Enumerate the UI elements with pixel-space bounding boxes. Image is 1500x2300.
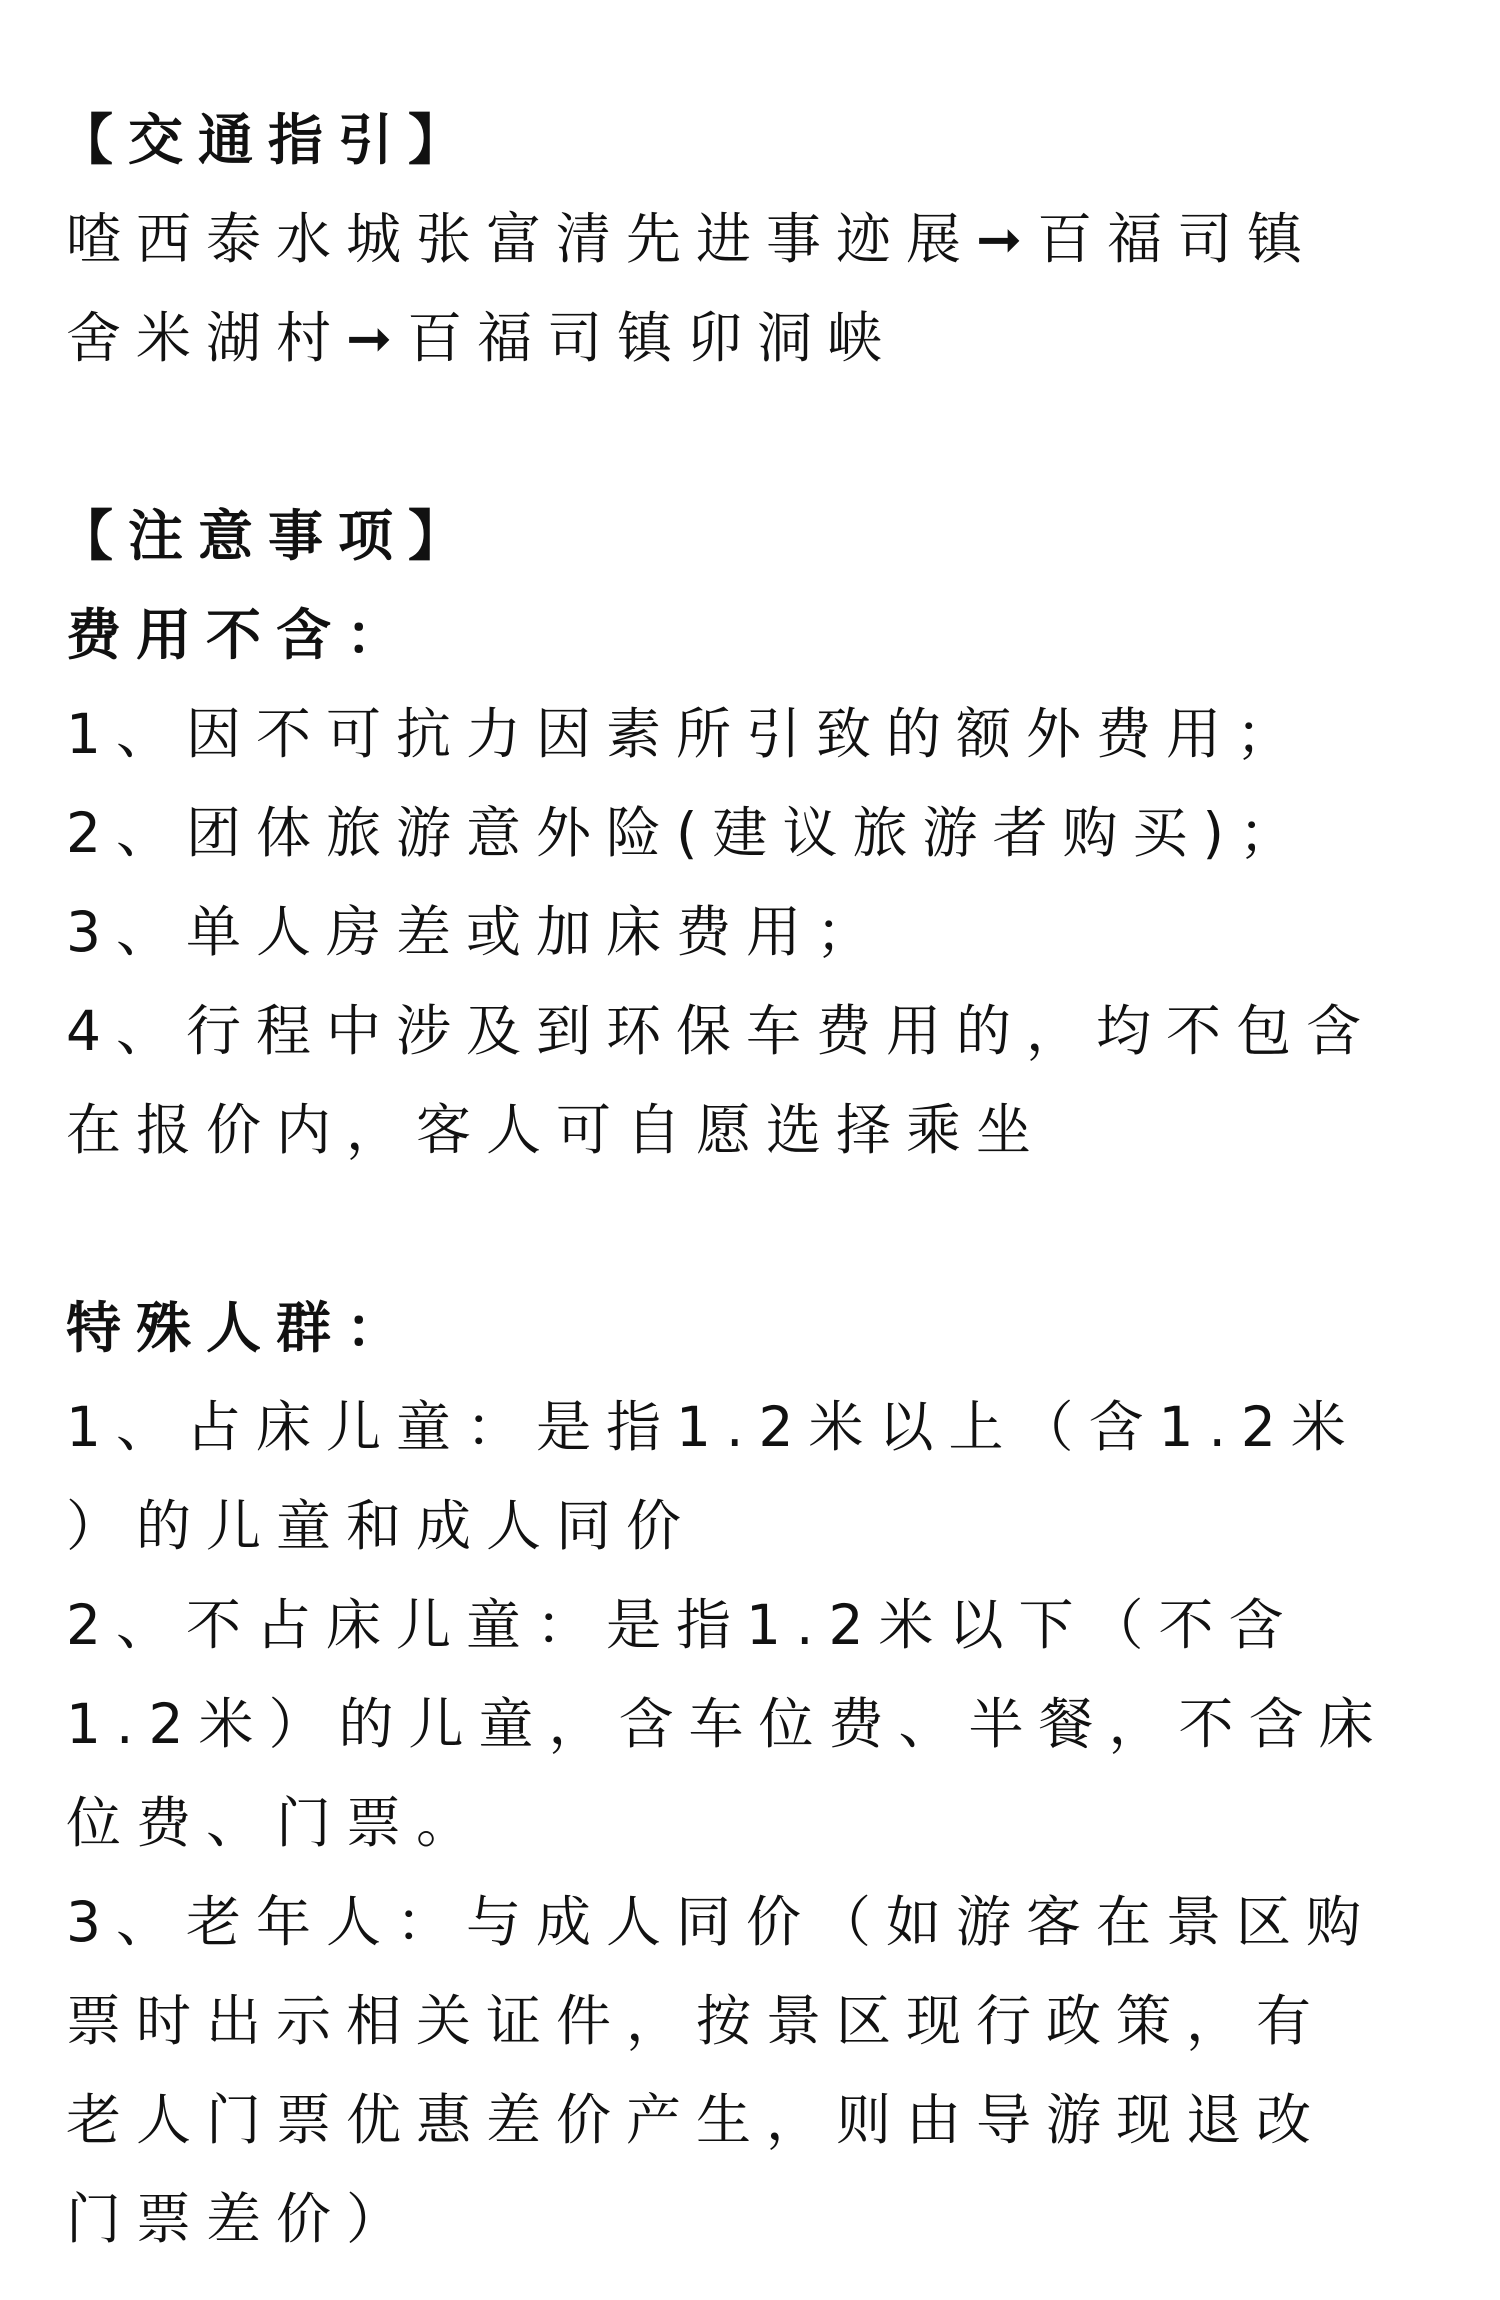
- traffic-heading: 【交通指引】: [58, 108, 479, 172]
- notes-section: [58, 487, 1500, 2269]
- fees-excluded-line: 在报价内，客人可自愿选择乘坐: [66, 1098, 1047, 1162]
- special-groups-line: 1.2米）的儿童，含车位费、半餐，不含床: [66, 1692, 1389, 1756]
- special-groups-line: ）的儿童和成人同价: [66, 1494, 697, 1558]
- fees-excluded-title: 费用不含：: [66, 603, 417, 667]
- special-groups-line: 票时出示相关证件，按景区现行政策，有: [66, 1989, 1327, 2053]
- fees-excluded-block: [66, 586, 1500, 1180]
- fees-excluded-line: 2、团体旅游意外险(建议旅游者购买)；: [66, 801, 1309, 865]
- route-line: 喳西泰水城张富清先进事迹展➞百福司镇: [66, 207, 1318, 271]
- fees-excluded-line: 3、单人房差或加床费用；: [66, 900, 886, 964]
- special-groups-line: 1、占床儿童：是指1.2米以上（含1.2米: [66, 1395, 1361, 1459]
- traffic-section: [58, 91, 1500, 388]
- special-groups-block: [66, 1279, 1500, 2269]
- special-groups-line: 3、老年人：与成人同价（如游客在景区购: [66, 1890, 1376, 1954]
- special-groups-line: 2、不占床儿童：是指1.2米以下（不含: [66, 1593, 1299, 1657]
- fees-excluded-line: 4、行程中涉及到环保车费用的，均不包含: [66, 999, 1376, 1063]
- special-groups-line: 位费、门票。: [66, 1791, 487, 1855]
- fees-excluded-line: 1、因不可抗力因素所引致的额外费用；: [66, 702, 1306, 766]
- route-line: 舍米湖村➞百福司镇卯洞峡: [66, 306, 898, 370]
- special-groups-line: 门票差价）: [66, 2187, 417, 2251]
- special-groups-title: 特殊人群：: [66, 1296, 417, 1360]
- notes-heading: 【注意事项】: [58, 504, 479, 568]
- special-groups-line: 老人门票优惠差价产生，则由导游现退改: [66, 2088, 1327, 2152]
